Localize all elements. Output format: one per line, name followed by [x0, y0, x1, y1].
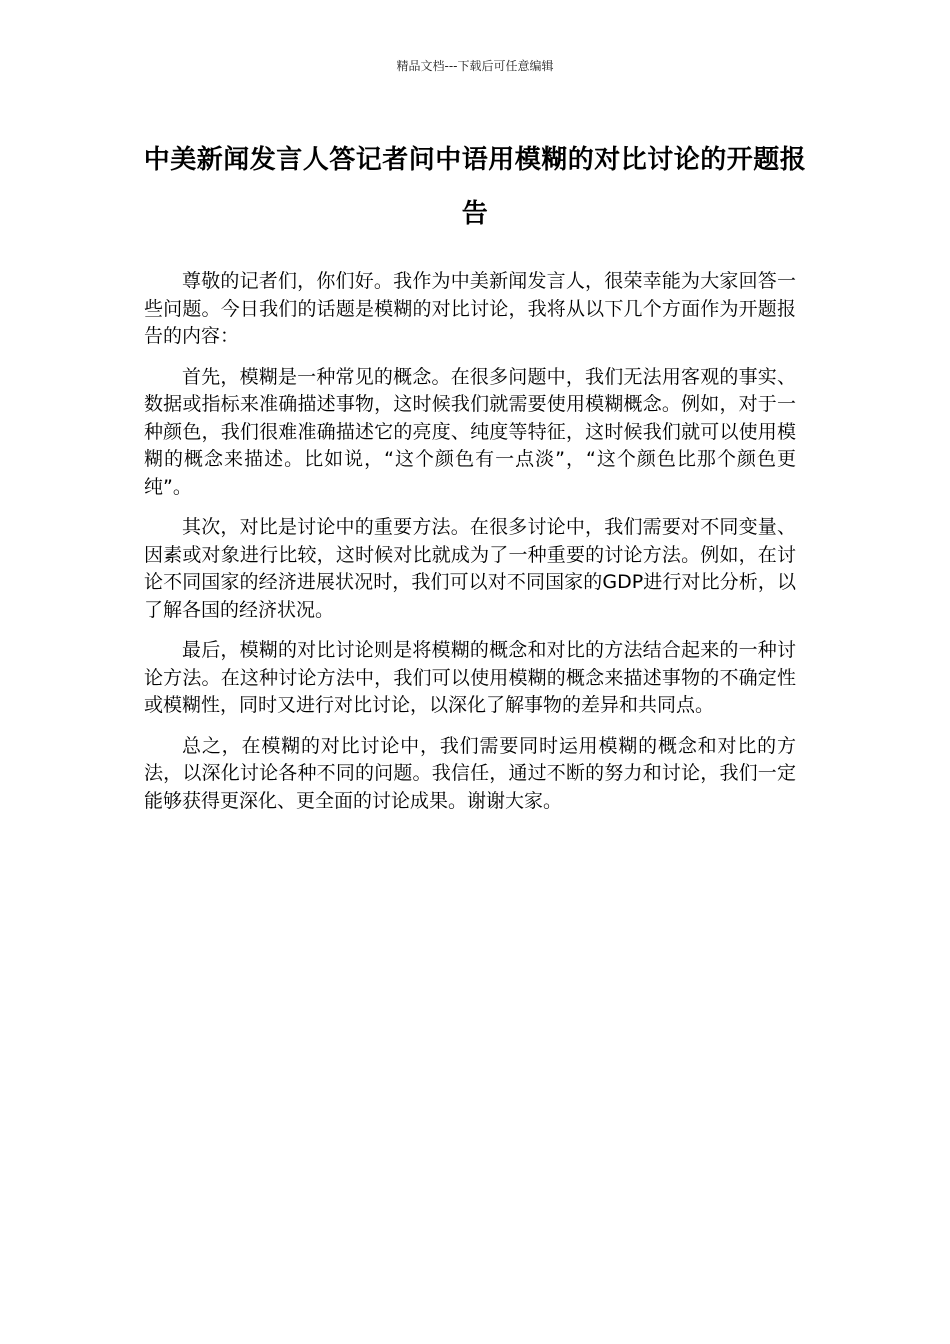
paragraph-intro: 尊敬的记者们，你们好。我作为中美新闻发言人，很荣幸能为大家回答一些问题。今日我们的话题是模糊的对比讨论，我将从以下几个方面作为开题报告的内容： [144, 270, 796, 347]
document-title: 中美新闻发言人答记者问中语用模糊的对比讨论的开题报告 [143, 145, 807, 229]
paragraph-last: 最后，模糊的对比讨论则是将模糊的概念和对比的方法结合起来的一种讨论方法。在这种讨论方法中，我们可以使用模糊的概念来描述事物的不确定性或模糊性，同时又进行对比讨论，以深化了解事物的差异和共同点。 [144, 639, 796, 716]
paragraph-second: 其次，对比是讨论中的重要方法。在很多讨论中，我们需要对不同变量、因素或对象进行比较，这时候对比就成为了一种重要的讨论方法。例如，在讨论不同国家的经济进展状况时，我们可以对不同国家的GDP进行对比分析，以了解各国的经济状况。 [144, 516, 796, 621]
header-note: 精品文档---下载后可任意编辑 [396, 59, 554, 73]
paragraph-first: 首先，模糊是一种常见的概念。在很多问题中，我们无法用客观的事实、数据或指标来准确描述事物，这时候我们就需要使用模糊概念。例如，对于一种颜色，我们很难准确描述它的亮度、纯度等特征，这时候我们就可以使用模糊的概念来描述。比如说，“这个颜色有一点淡”，“这个颜色比那个颜色更纯”。 [144, 365, 796, 498]
paragraph-conclusion: 总之，在模糊的对比讨论中，我们需要同时运用模糊的概念和对比的方法，以深化讨论各种不同的问题。我信任，通过不断的努力和讨论，我们一定能够获得更深化、更全面的讨论成果。谢谢大家。 [144, 734, 796, 812]
document-body [144, 268, 796, 828]
